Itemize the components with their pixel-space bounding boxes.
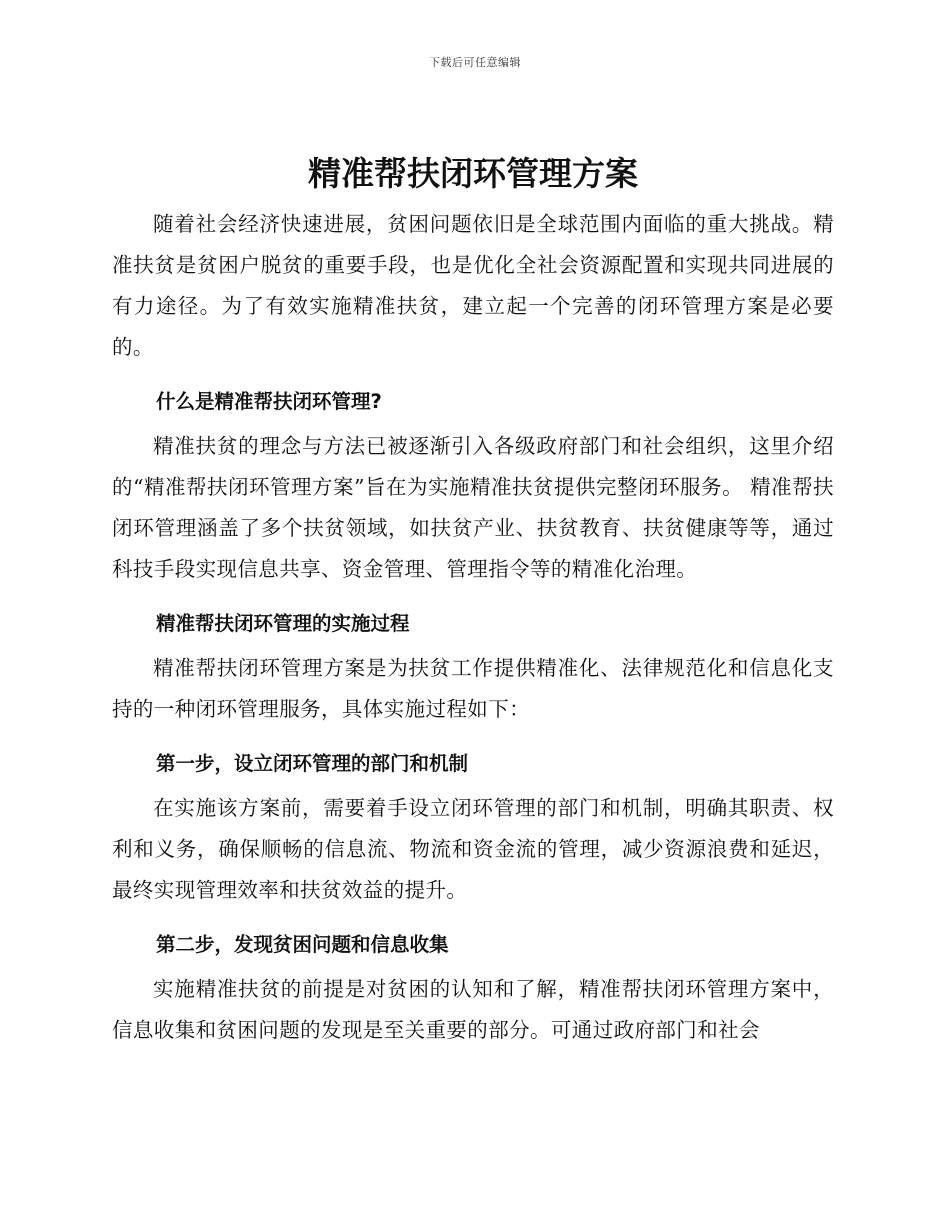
section-body-step-two: 实施精准扶贫的前提是对贫困的认知和了解，精准帮扶闭环管理方案中，信息收集和贫困问题的发现是至关重要的部分。可通过政府部门和社会 bbox=[112, 977, 834, 1042]
section-heading-what-is: 什么是精准帮扶闭环管理? bbox=[156, 390, 382, 413]
intro-paragraph: 随着社会经济快速进展，贫困问题依旧是全球范围内面临的重大挑战。精准扶贫是贫困户脱贫的重要手段，也是优化全社会资源配置和实现共同进展的有力途径。为了有效实施精准扶贫，建立起一个完善的闭环管理方案是必要的。 bbox=[112, 212, 834, 359]
header-note: 下载后可任意编辑 bbox=[429, 56, 521, 69]
document-body bbox=[112, 148, 834, 1051]
section-body-process: 精准帮扶闭环管理方案是为扶贫工作提供精准化、法律规范化和信息化支持的一种闭环管理服务，具体实施过程如下： bbox=[112, 656, 834, 721]
section-body-what-is: 精准扶贫的理念与方法已被逐渐引入各级政府部门和社会组织，这里介绍的“精准帮扶闭环管理方案”旨在为实施精准扶贫提供完整闭环服务。 精准帮扶闭环管理涵盖了多个扶贫领域，如扶贫产业、扶贫教育、扶贫健康等等，通过科技手段实现信息共享、资金管理、管理指令等的精准化治理。 bbox=[112, 434, 834, 581]
section-body-step-one: 在实施该方案前，需要着手设立闭环管理的部门和机制，明确其职责、权利和义务，确保顺畅的信息流、物流和资金流的管理，减少资源浪费和延迟，最终实现管理效率和扶贫效益的提升。 bbox=[112, 796, 834, 902]
document-title: 精准帮扶闭环管理方案 bbox=[308, 154, 638, 193]
section-heading-step-one: 第一步，设立闭环管理的部门和机制 bbox=[156, 752, 469, 775]
section-heading-step-two: 第二步，发现贫困问题和信息收集 bbox=[156, 933, 449, 956]
section-heading-process: 精准帮扶闭环管理的实施过程 bbox=[156, 612, 410, 635]
